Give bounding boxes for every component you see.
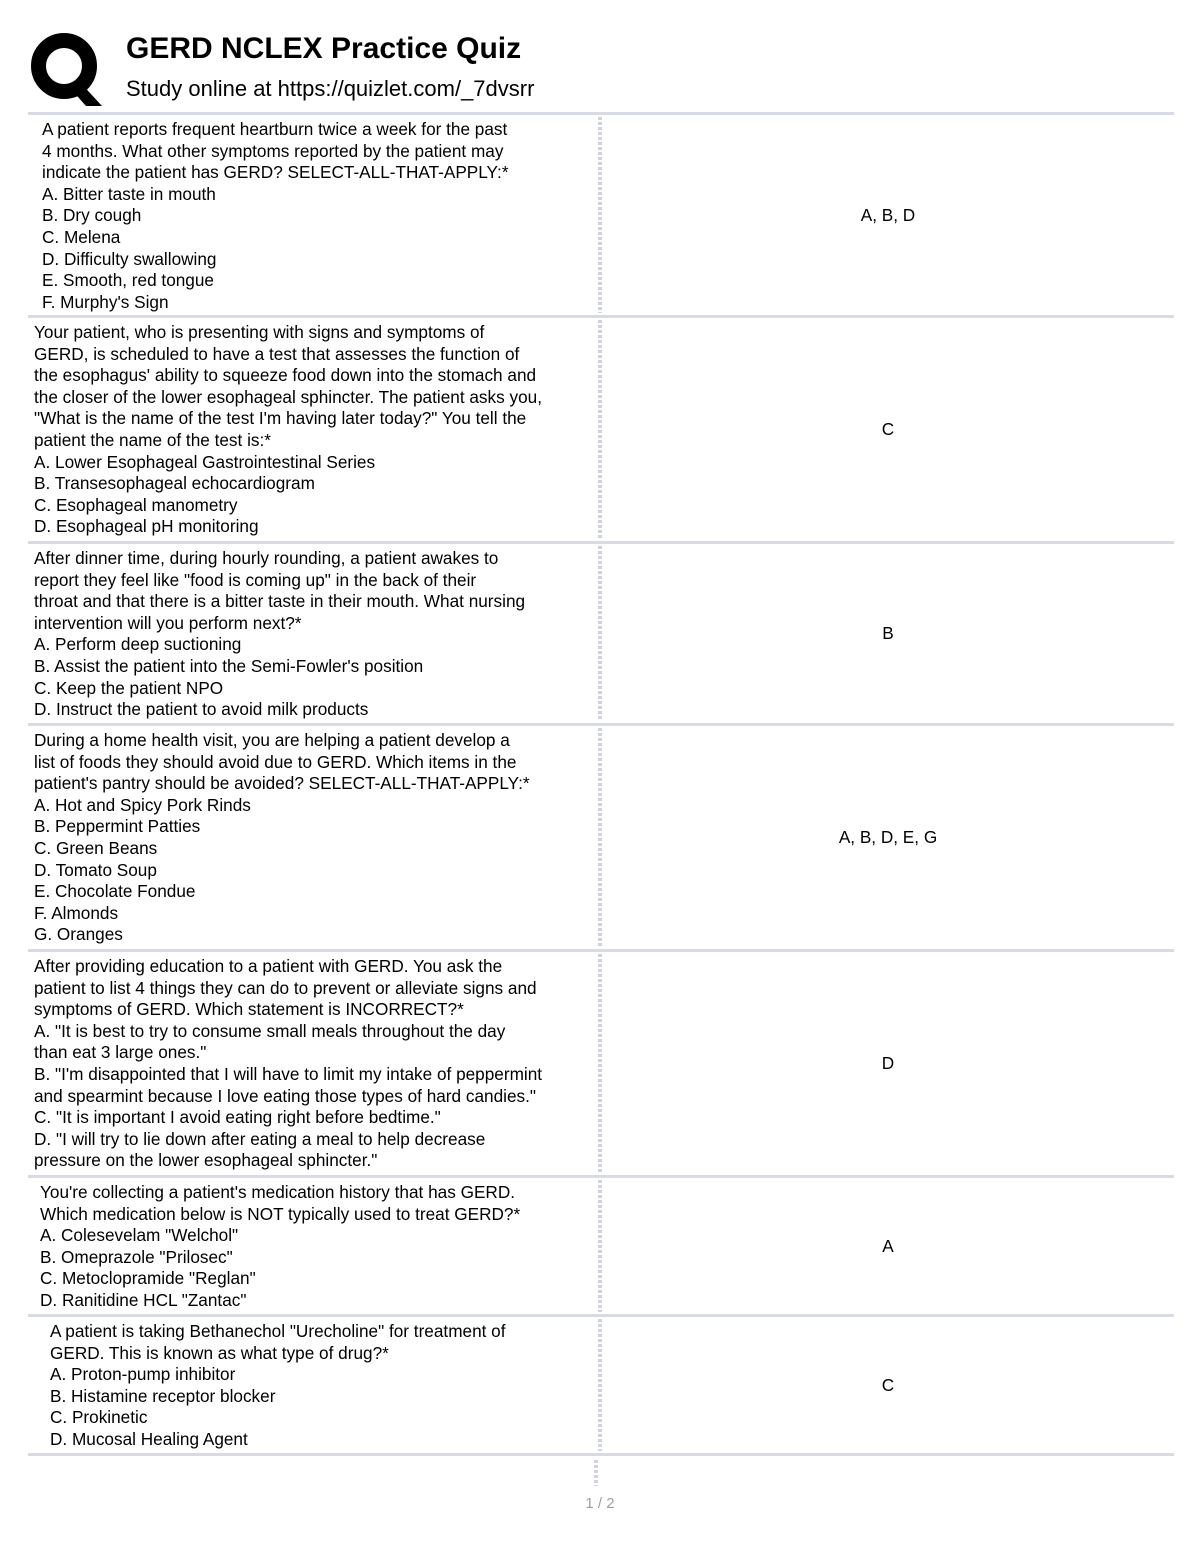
flashcard: [28, 115, 1174, 318]
flashcard: [28, 1317, 1174, 1456]
answer-text: B: [882, 623, 894, 643]
answer-text: A: [882, 1235, 894, 1256]
question-text: A patient is taking Bethanechol "Urecholine" for treatment of GERD. This is known as what type of drug?* A. Proton-pump inhibitor B. Histamine receptor blocker C. Prokinetic D. Mucosal Healing Agent: [50, 1321, 506, 1449]
page-header: [28, 28, 1178, 112]
question-text: After providing education to a patient with GERD. You ask the patient to list 4 things they can do to prevent or alleviate signs and symptoms of GERD. Which statement is INCORRECT?* A. "It is best to try to consume small meals throughout the day than eat 3 large ones." B. "I'm disappointed that I will have to limit my intake of peppermint and spearmint because I love eating those types of hard candies." C. "It is important I avoid eating right before bedtime." D. "I will try to lie down after eating a meal to help decrease pressure on the lower esophageal sphincter.": [34, 956, 543, 1171]
question-text: You're collecting a patient's medication history that has GERD. Which medication below is NOT typically used to treat GERD?* A. Colesevelam "Welchol" B. Omeprazole "Prilosec" C. Metoclopramide "Reglan" D. Ranitidine HCL "Zantac": [40, 1182, 521, 1310]
list-tail: [28, 1456, 1174, 1490]
flashcard-list: [28, 115, 1174, 1490]
document-title: GERD NCLEX Practice Quiz: [126, 32, 522, 65]
question-text: During a home health visit, you are helping a patient develop a list of foods they should avoid due to GERD. Which items in the patient's pantry should be avoided? SELECT-ALL-THAT-APPLY:* A. Hot and Spicy Pork Rinds B. Peppermint Patties C. Green Beans D. Tomato Soup E. Chocolate Fondue F. Almonds G. Oranges: [34, 730, 530, 945]
answer-text: A, B, D: [860, 204, 916, 225]
question-text: Your patient, who is presenting with signs and symptoms of GERD, is scheduled to have a test that assesses the function of the esophagus' ability to squeeze food down into the stomach and the closer of the lower esophageal sphincter. The patient asks you, "What is the name of the test I'm having later today?" You tell the patient the name of the test is:* A. Lower Esophageal Gastrointestinal Series B. Transesophageal echocardiogram C. Esophageal manometry D. Esophageal pH monitoring: [34, 322, 542, 537]
flashcard: [28, 726, 1174, 952]
flashcard: [28, 952, 1174, 1178]
question-text: After dinner time, during hourly rounding, a patient awakes to report they feel like "food is coming up" in the back of their throat and that there is a bitter taste in their mouth. What nursing intervention will you perform next?* A. Perform deep suctioning B. Assist the patient into the Semi-Fowler's position C. Keep the patient NPO D. Instruct the patient to avoid milk products: [34, 548, 526, 720]
flashcard: [28, 318, 1174, 544]
study-online-link[interactable]: Study online at https://quizlet.com/_7dvsrr: [126, 76, 535, 101]
column-divider: [594, 1460, 598, 1486]
answer-text: D: [881, 1053, 895, 1073]
quizlet-q-logo-icon: [28, 28, 108, 108]
answer-text: A, B, D, E, G: [838, 827, 938, 847]
answer-text: C: [881, 419, 895, 439]
flashcard: [28, 544, 1174, 726]
flashcard: [28, 1178, 1174, 1317]
question-text: A patient reports frequent heartburn twice a week for the past 4 months. What other symptoms reported by the patient may indicate the patient has GERD? SELECT-ALL-THAT-APPLY:* A. Bitter taste in mouth B. Dry cough C. Melena D. Difficulty swallowing E. Smooth, red tongue F. Murphy's Sign: [42, 119, 509, 312]
page-number: 1 / 2: [585, 1495, 615, 1512]
answer-text: C: [881, 1374, 895, 1395]
